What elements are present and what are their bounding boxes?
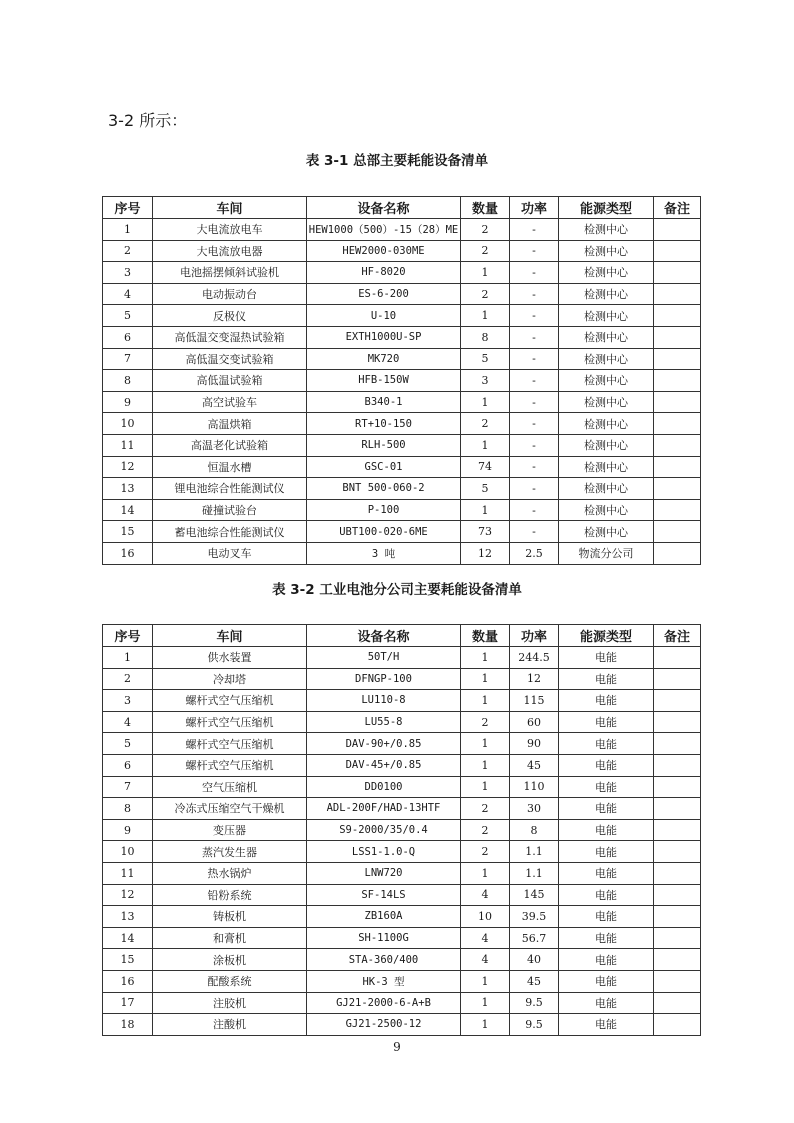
cell-workshop: 涂板机: [153, 949, 307, 971]
cell-device-name: SF-14LS: [307, 884, 461, 906]
cell-power: 12: [510, 668, 559, 690]
cell-workshop: 反极仪: [153, 305, 307, 327]
cell-power: 1.1: [510, 841, 559, 863]
cell-power: -: [510, 370, 559, 392]
cell-remark: [654, 413, 701, 435]
cell-workshop: 冷冻式压缩空气干燥机: [153, 798, 307, 820]
table-row: [103, 884, 701, 906]
cell-device-name: UBT100-020-6ME: [307, 521, 461, 543]
cell-device-name: LNW720: [307, 862, 461, 884]
cell-energy-type: 电能: [559, 819, 654, 841]
cell-quantity: 4: [461, 884, 510, 906]
header-device-name: 设备名称: [307, 625, 461, 647]
cell-workshop: 高低温交变试验箱: [153, 348, 307, 370]
cell-power: 45: [510, 970, 559, 992]
table-row: [103, 647, 701, 669]
table-row: [103, 906, 701, 928]
cell-index: 5: [103, 733, 153, 755]
cell-power: -: [510, 499, 559, 521]
cell-power: 40: [510, 949, 559, 971]
table-row: [103, 219, 701, 241]
table-3-1: [102, 196, 701, 565]
table-row: [103, 862, 701, 884]
cell-workshop: 注酸机: [153, 1014, 307, 1036]
cell-workshop: 螺杆式空气压缩机: [153, 754, 307, 776]
cell-index: 9: [103, 819, 153, 841]
intro-text: 3-2 所示：: [108, 111, 188, 130]
table-row: [103, 542, 701, 564]
cell-quantity: 1: [461, 862, 510, 884]
cell-index: 3: [103, 262, 153, 284]
cell-energy-type: 电能: [559, 927, 654, 949]
cell-power: 30: [510, 798, 559, 820]
cell-quantity: 2: [461, 219, 510, 241]
table-row: [103, 970, 701, 992]
cell-index: 10: [103, 841, 153, 863]
cell-remark: [654, 949, 701, 971]
table-row: [103, 733, 701, 755]
cell-index: 7: [103, 348, 153, 370]
cell-workshop: 电池摇摆倾斜试验机: [153, 262, 307, 284]
cell-power: 8: [510, 819, 559, 841]
cell-device-name: EXTH1000U-SP: [307, 326, 461, 348]
cell-device-name: DAV-45+/0.85: [307, 754, 461, 776]
cell-device-name: SH-1100G: [307, 927, 461, 949]
cell-workshop: 螺杆式空气压缩机: [153, 733, 307, 755]
cell-workshop: 供水装置: [153, 647, 307, 669]
cell-energy-type: 检测中心: [559, 391, 654, 413]
cell-quantity: 1: [461, 754, 510, 776]
cell-quantity: 1: [461, 690, 510, 712]
cell-device-name: ADL-200F/HAD-13HTF: [307, 798, 461, 820]
cell-remark: [654, 499, 701, 521]
cell-workshop: 铅粉系统: [153, 884, 307, 906]
cell-power: -: [510, 219, 559, 241]
cell-quantity: 1: [461, 992, 510, 1014]
cell-quantity: 5: [461, 478, 510, 500]
cell-workshop: 蓄电池综合性能测试仪: [153, 521, 307, 543]
cell-quantity: 5: [461, 348, 510, 370]
cell-remark: [654, 754, 701, 776]
cell-energy-type: 电能: [559, 949, 654, 971]
cell-workshop: 冷却塔: [153, 668, 307, 690]
cell-remark: [654, 434, 701, 456]
cell-workshop: 空气压缩机: [153, 776, 307, 798]
table-row: [103, 456, 701, 478]
cell-device-name: ES-6-200: [307, 283, 461, 305]
table-row: [103, 413, 701, 435]
table-row: [103, 754, 701, 776]
cell-index: 14: [103, 927, 153, 949]
cell-workshop: 电动叉车: [153, 542, 307, 564]
cell-quantity: 1: [461, 1014, 510, 1036]
header-index: 序号: [103, 625, 153, 647]
table-3-2: [102, 624, 701, 1036]
cell-index: 1: [103, 647, 153, 669]
cell-index: 6: [103, 754, 153, 776]
cell-index: 8: [103, 798, 153, 820]
header-energy-type: 能源类型: [559, 625, 654, 647]
cell-device-name: LU55-8: [307, 711, 461, 733]
cell-remark: [654, 798, 701, 820]
cell-index: 13: [103, 906, 153, 928]
table-row: [103, 927, 701, 949]
cell-quantity: 1: [461, 434, 510, 456]
cell-energy-type: 检测中心: [559, 434, 654, 456]
cell-power: -: [510, 434, 559, 456]
cell-workshop: 电动振动台: [153, 283, 307, 305]
table-row: [103, 841, 701, 863]
cell-quantity: 1: [461, 668, 510, 690]
cell-remark: [654, 841, 701, 863]
cell-quantity: 2: [461, 841, 510, 863]
cell-device-name: B340-1: [307, 391, 461, 413]
header-quantity: 数量: [461, 625, 510, 647]
cell-quantity: 10: [461, 906, 510, 928]
cell-energy-type: 检测中心: [559, 219, 654, 241]
cell-device-name: HEW2000-030ME: [307, 240, 461, 262]
cell-energy-type: 电能: [559, 668, 654, 690]
cell-workshop: 螺杆式空气压缩机: [153, 711, 307, 733]
cell-device-name: HFB-150W: [307, 370, 461, 392]
cell-quantity: 1: [461, 776, 510, 798]
cell-remark: [654, 326, 701, 348]
cell-workshop: 高温烘箱: [153, 413, 307, 435]
cell-remark: [654, 906, 701, 928]
cell-energy-type: 检测中心: [559, 348, 654, 370]
cell-energy-type: 检测中心: [559, 478, 654, 500]
cell-remark: [654, 521, 701, 543]
cell-remark: [654, 711, 701, 733]
cell-remark: [654, 542, 701, 564]
cell-index: 15: [103, 949, 153, 971]
cell-energy-type: 检测中心: [559, 262, 654, 284]
cell-index: 8: [103, 370, 153, 392]
table-row: [103, 283, 701, 305]
cell-remark: [654, 391, 701, 413]
cell-workshop: 锂电池综合性能测试仪: [153, 478, 307, 500]
cell-power: 9.5: [510, 1014, 559, 1036]
cell-power: -: [510, 456, 559, 478]
cell-quantity: 1: [461, 262, 510, 284]
cell-index: 12: [103, 884, 153, 906]
cell-device-name: HF-8020: [307, 262, 461, 284]
cell-workshop: 和膏机: [153, 927, 307, 949]
cell-device-name: BNT 500-060-2: [307, 478, 461, 500]
cell-device-name: HK-3 型: [307, 970, 461, 992]
table-row: [103, 798, 701, 820]
cell-energy-type: 电能: [559, 884, 654, 906]
table-row: [103, 776, 701, 798]
cell-energy-type: 电能: [559, 906, 654, 928]
cell-index: 4: [103, 711, 153, 733]
table-row: [103, 240, 701, 262]
cell-remark: [654, 992, 701, 1014]
table-row: [103, 949, 701, 971]
cell-quantity: 2: [461, 819, 510, 841]
cell-energy-type: 检测中心: [559, 499, 654, 521]
cell-energy-type: 物流分公司: [559, 542, 654, 564]
cell-energy-type: 电能: [559, 862, 654, 884]
cell-workshop: 高低温交变湿热试验箱: [153, 326, 307, 348]
cell-energy-type: 检测中心: [559, 370, 654, 392]
cell-power: -: [510, 521, 559, 543]
cell-remark: [654, 1014, 701, 1036]
cell-index: 15: [103, 521, 153, 543]
cell-workshop: 螺杆式空气压缩机: [153, 690, 307, 712]
cell-index: 1: [103, 219, 153, 241]
cell-index: 6: [103, 326, 153, 348]
cell-quantity: 2: [461, 711, 510, 733]
cell-quantity: 1: [461, 970, 510, 992]
cell-index: 13: [103, 478, 153, 500]
cell-power: -: [510, 348, 559, 370]
cell-remark: [654, 927, 701, 949]
cell-device-name: 50T/H: [307, 647, 461, 669]
cell-power: -: [510, 391, 559, 413]
cell-power: -: [510, 478, 559, 500]
cell-quantity: 4: [461, 949, 510, 971]
cell-index: 14: [103, 499, 153, 521]
table-row: [103, 1014, 701, 1036]
cell-workshop: 恒温水槽: [153, 456, 307, 478]
cell-power: -: [510, 305, 559, 327]
cell-quantity: 1: [461, 391, 510, 413]
cell-workshop: 铸板机: [153, 906, 307, 928]
cell-power: 45: [510, 754, 559, 776]
cell-remark: [654, 862, 701, 884]
cell-energy-type: 检测中心: [559, 413, 654, 435]
cell-index: 11: [103, 434, 153, 456]
header-remark: 备注: [654, 197, 701, 219]
header-quantity: 数量: [461, 197, 510, 219]
cell-power: 60: [510, 711, 559, 733]
cell-energy-type: 检测中心: [559, 521, 654, 543]
cell-device-name: GJ21-2500-12: [307, 1014, 461, 1036]
cell-workshop: 大电流放电车: [153, 219, 307, 241]
header-index: 序号: [103, 197, 153, 219]
cell-device-name: GJ21-2000-6-A+B: [307, 992, 461, 1014]
cell-energy-type: 电能: [559, 754, 654, 776]
cell-energy-type: 电能: [559, 970, 654, 992]
table-3-2-caption: 表 3-2 工业电池分公司主要耗能设备清单: [272, 582, 522, 598]
table-header-row: [103, 625, 701, 647]
cell-power: 56.7: [510, 927, 559, 949]
cell-remark: [654, 647, 701, 669]
cell-index: 18: [103, 1014, 153, 1036]
table-row: [103, 326, 701, 348]
cell-energy-type: 电能: [559, 798, 654, 820]
cell-index: 2: [103, 240, 153, 262]
cell-device-name: RLH-500: [307, 434, 461, 456]
cell-quantity: 2: [461, 240, 510, 262]
cell-remark: [654, 478, 701, 500]
cell-workshop: 热水锅炉: [153, 862, 307, 884]
cell-index: 12: [103, 456, 153, 478]
cell-device-name: DD0100: [307, 776, 461, 798]
cell-quantity: 2: [461, 798, 510, 820]
cell-remark: [654, 884, 701, 906]
cell-remark: [654, 348, 701, 370]
cell-power: 110: [510, 776, 559, 798]
cell-remark: [654, 970, 701, 992]
cell-quantity: 12: [461, 542, 510, 564]
cell-energy-type: 电能: [559, 733, 654, 755]
cell-quantity: 1: [461, 499, 510, 521]
header-device-name: 设备名称: [307, 197, 461, 219]
table-header-row: [103, 197, 701, 219]
cell-power: 145: [510, 884, 559, 906]
cell-energy-type: 电能: [559, 992, 654, 1014]
cell-index: 5: [103, 305, 153, 327]
cell-index: 2: [103, 668, 153, 690]
cell-quantity: 1: [461, 647, 510, 669]
cell-device-name: U-10: [307, 305, 461, 327]
cell-remark: [654, 776, 701, 798]
table-row: [103, 711, 701, 733]
cell-remark: [654, 668, 701, 690]
table-row: [103, 348, 701, 370]
cell-quantity: 4: [461, 927, 510, 949]
cell-energy-type: 电能: [559, 841, 654, 863]
header-power: 功率: [510, 197, 559, 219]
cell-power: 115: [510, 690, 559, 712]
cell-quantity: 74: [461, 456, 510, 478]
cell-quantity: 8: [461, 326, 510, 348]
cell-index: 7: [103, 776, 153, 798]
cell-remark: [654, 370, 701, 392]
table-row: [103, 521, 701, 543]
cell-quantity: 2: [461, 413, 510, 435]
table-row: [103, 499, 701, 521]
cell-device-name: LU110-8: [307, 690, 461, 712]
cell-remark: [654, 690, 701, 712]
table-row: [103, 992, 701, 1014]
header-remark: 备注: [654, 625, 701, 647]
cell-energy-type: 检测中心: [559, 456, 654, 478]
table-row: [103, 262, 701, 284]
cell-quantity: 3: [461, 370, 510, 392]
cell-remark: [654, 305, 701, 327]
cell-workshop: 配酸系统: [153, 970, 307, 992]
cell-energy-type: 电能: [559, 690, 654, 712]
cell-device-name: DAV-90+/0.85: [307, 733, 461, 755]
cell-remark: [654, 240, 701, 262]
cell-remark: [654, 283, 701, 305]
header-energy-type: 能源类型: [559, 197, 654, 219]
cell-quantity: 1: [461, 733, 510, 755]
table-row: [103, 478, 701, 500]
cell-energy-type: 电能: [559, 711, 654, 733]
cell-index: 3: [103, 690, 153, 712]
cell-index: 4: [103, 283, 153, 305]
cell-device-name: STA-360/400: [307, 949, 461, 971]
table-3-1-caption: 表 3-1 总部主要耗能设备清单: [305, 153, 489, 169]
cell-power: 1.1: [510, 862, 559, 884]
cell-device-name: S9-2000/35/0.4: [307, 819, 461, 841]
cell-energy-type: 电能: [559, 1014, 654, 1036]
cell-device-name: 3 吨: [307, 542, 461, 564]
cell-index: 10: [103, 413, 153, 435]
cell-index: 16: [103, 542, 153, 564]
cell-energy-type: 检测中心: [559, 326, 654, 348]
cell-workshop: 高空试验车: [153, 391, 307, 413]
cell-index: 16: [103, 970, 153, 992]
cell-device-name: HEW1000（500）-15（28）ME: [307, 219, 461, 241]
table-row: [103, 819, 701, 841]
cell-device-name: ZB160A: [307, 906, 461, 928]
cell-power: 39.5: [510, 906, 559, 928]
cell-index: 17: [103, 992, 153, 1014]
cell-remark: [654, 819, 701, 841]
cell-power: -: [510, 413, 559, 435]
cell-energy-type: 电能: [559, 776, 654, 798]
cell-workshop: 高温老化试验箱: [153, 434, 307, 456]
cell-energy-type: 电能: [559, 647, 654, 669]
cell-workshop: 注胶机: [153, 992, 307, 1014]
cell-energy-type: 检测中心: [559, 305, 654, 327]
table-row: [103, 391, 701, 413]
cell-workshop: 大电流放电器: [153, 240, 307, 262]
cell-workshop: 碰撞试验台: [153, 499, 307, 521]
table-row: [103, 690, 701, 712]
header-workshop: 车间: [153, 197, 307, 219]
cell-power: -: [510, 240, 559, 262]
cell-quantity: 2: [461, 283, 510, 305]
cell-device-name: LSS1-1.0-Q: [307, 841, 461, 863]
table-row: [103, 370, 701, 392]
cell-device-name: GSC-01: [307, 456, 461, 478]
cell-device-name: DFNGP-100: [307, 668, 461, 690]
cell-energy-type: 检测中心: [559, 240, 654, 262]
cell-power: -: [510, 262, 559, 284]
cell-remark: [654, 219, 701, 241]
page-number: 9: [393, 1040, 401, 1054]
cell-power: 244.5: [510, 647, 559, 669]
table-row: [103, 668, 701, 690]
header-workshop: 车间: [153, 625, 307, 647]
cell-remark: [654, 262, 701, 284]
cell-workshop: 蒸汽发生器: [153, 841, 307, 863]
cell-index: 9: [103, 391, 153, 413]
cell-power: 90: [510, 733, 559, 755]
table-row: [103, 305, 701, 327]
cell-power: -: [510, 283, 559, 305]
cell-quantity: 1: [461, 305, 510, 327]
cell-power: 9.5: [510, 992, 559, 1014]
cell-power: -: [510, 326, 559, 348]
cell-energy-type: 检测中心: [559, 283, 654, 305]
cell-quantity: 73: [461, 521, 510, 543]
cell-device-name: MK720: [307, 348, 461, 370]
cell-workshop: 变压器: [153, 819, 307, 841]
cell-remark: [654, 733, 701, 755]
cell-device-name: RT+10-150: [307, 413, 461, 435]
cell-device-name: P-100: [307, 499, 461, 521]
header-power: 功率: [510, 625, 559, 647]
cell-power: 2.5: [510, 542, 559, 564]
cell-index: 11: [103, 862, 153, 884]
table-row: [103, 434, 701, 456]
cell-workshop: 高低温试验箱: [153, 370, 307, 392]
cell-remark: [654, 456, 701, 478]
